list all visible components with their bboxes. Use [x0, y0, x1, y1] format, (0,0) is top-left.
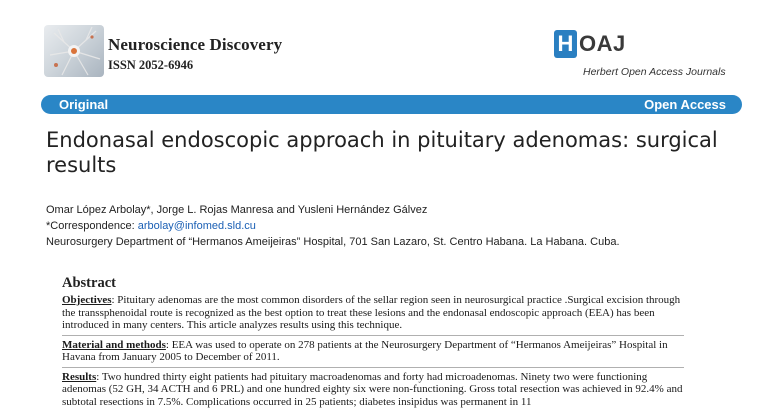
article-type-banner [41, 95, 742, 114]
objectives-text: : Pituitary adenomas are the most common disorders of the sellar region seen in neurosurgical practice .Surgical excision through the transsphenoidal route is recognized as the best option to treat these lesions and the endonasal endoscopic approach (EEA) has been introduced in many centers. This article analyzes results using this technique. [62, 294, 681, 331]
neuron-icon [44, 25, 104, 77]
abstract-results [62, 371, 684, 409]
article-type-label: Original [59, 97, 109, 112]
journal-name: Neuroscience Discovery [108, 35, 283, 54]
author-block [46, 203, 620, 251]
correspondence-label: *Correspondence: [46, 220, 138, 232]
journal-issn: ISSN 2052-6946 [108, 58, 194, 72]
abstract-heading: Abstract [62, 275, 116, 291]
section-divider [62, 335, 684, 336]
publisher-logo-text: OAJ [579, 31, 626, 56]
abstract-methods [62, 339, 684, 364]
article-title: Endonasal endoscopic approach in pituitary adenomas: surgical results [46, 128, 718, 177]
publisher-logo-initial: H [554, 30, 577, 58]
journal-logo-neuron-image [44, 25, 104, 77]
results-text: : Two hundred thirty eight patients had pituitary macroadenomas and forty had microadenomas. Ninety two were functioning adenomas (52 GH, 34 ACTH and 6 PRL) and one hundred eighty six were non-functioning. Gross total resection was achieved in 92.4% and subtotal resections in 7.5%. Complications occurred in 25 patients; diabetes insipidus was permanent in 11 [62, 370, 683, 408]
objectives-label: Objectives [62, 294, 112, 306]
page-header [0, 0, 779, 92]
methods-text: : EEA was used to operate on 278 patients at the Neurosurgery Department of “Hermanos Ameijeiras” Hospital in Havana from January 2005 to December of 2011. [62, 338, 668, 363]
access-type-label: Open Access [644, 97, 726, 112]
publisher-full-name: Herbert Open Access Journals [583, 66, 726, 78]
section-divider [62, 367, 684, 368]
abstract-objectives [62, 294, 684, 332]
correspondence-email-link[interactable]: arbolay@infomed.sld.cu [137, 220, 256, 232]
results-label: Results [62, 370, 97, 383]
correspondence-line [46, 219, 620, 233]
author-list: Omar López Arbolay*, Jorge L. Rojas Manresa and Yusleni Hernández Gálvez [46, 204, 428, 216]
methods-label: Material and methods [62, 338, 166, 351]
abstract-body [62, 294, 684, 411]
affiliation: Neurosurgery Department of “Hermanos Ameijeiras” Hospital, 701 San Lazaro, St. Centro Habana. La Habana. Cuba. [46, 236, 620, 248]
